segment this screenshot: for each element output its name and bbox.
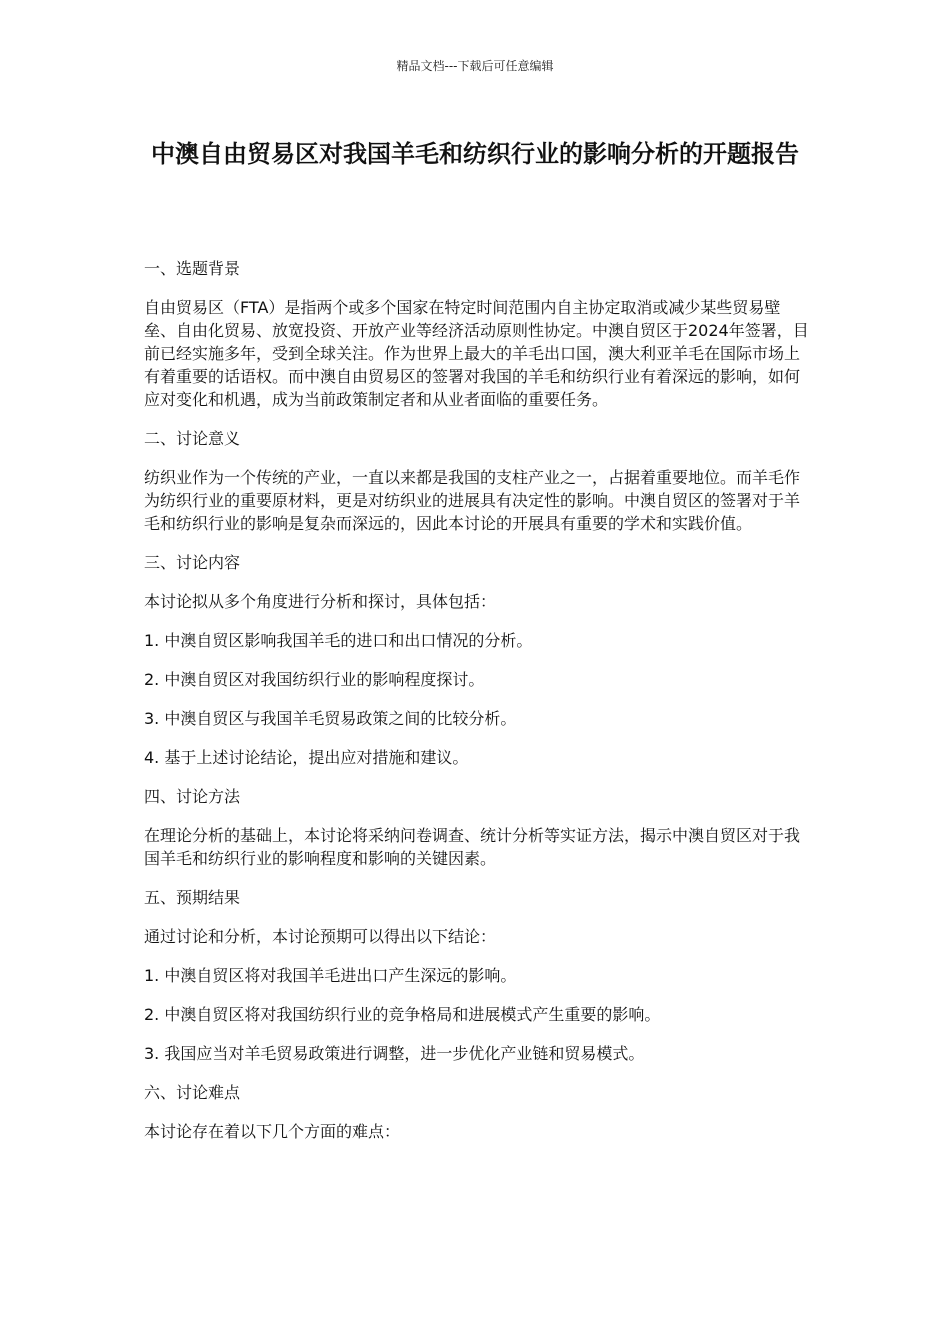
section-heading-background: 一、选题背景 [144,259,241,278]
results-intro: 通过讨论和分析，本讨论预期可以得出以下结论： [144,927,497,946]
results-list-item-3: 3. 我国应当对羊毛贸易政策进行调整，进一步优化产业链和贸易模式。 [144,1044,645,1063]
background-paragraph: 自由贸易区（FTA）是指两个或多个国家在特定时间范围内自主协定取消或减少某些贸易壁垒、自由化贸易、放宽投资、开放产业等经济活动原则性协定。中澳自贸区于2024年签署，目前已经实施多年，受到全球关注。作为世界上最大的羊毛出口国，澳大利亚羊毛在国际市场上有着重要的话语权。而中澳自由贸易区的签署对我国的羊毛和纺织行业有着深远的影响，如何应对变化和机遇，成为当前政策制定者和从业者面临的重要任务。 [144,298,809,409]
significance-paragraph: 纺织业作为一个传统的产业，一直以来都是我国的支柱产业之一，占据着重要地位。而羊毛作为纺织行业的重要原材料，更是对纺织业的进展具有决定性的影响。中澳自贸区的签署对于羊毛和纺织行业的影响是复杂而深远的，因此本讨论的开展具有重要的学术和实践价值。 [144,468,801,533]
section-heading-content: 三、讨论内容 [144,553,241,572]
section-heading-method: 四、讨论方法 [144,787,241,806]
difficulties-intro: 本讨论存在着以下几个方面的难点： [144,1122,401,1141]
header-note: 精品文档---下载后可任意编辑 [396,59,554,73]
section-heading-significance: 二、讨论意义 [144,429,241,448]
section-heading-difficulties: 六、讨论难点 [144,1083,241,1102]
content-list-item-4: 4. 基于上述讨论结论，提出应对措施和建议。 [144,748,469,767]
content-intro: 本讨论拟从多个角度进行分析和探讨，具体包括： [144,592,497,611]
document-body [144,257,812,1159]
results-list-item-1: 1. 中澳自贸区将对我国羊毛进出口产生深远的影响。 [144,966,517,985]
results-list-item-2: 2. 中澳自贸区将对我国纺织行业的竞争格局和进展模式产生重要的影响。 [144,1005,661,1024]
method-paragraph: 在理论分析的基础上，本讨论将采纳问卷调查、统计分析等实证方法，揭示中澳自贸区对于我国羊毛和纺织行业的影响程度和影响的关键因素。 [144,826,801,868]
content-list-item-2: 2. 中澳自贸区对我国纺织行业的影响程度探讨。 [144,670,485,689]
content-list-item-3: 3. 中澳自贸区与我国羊毛贸易政策之间的比较分析。 [144,709,517,728]
content-list-item-1: 1. 中澳自贸区影响我国羊毛的进口和出口情况的分析。 [144,631,533,650]
document-title: 中澳自由贸易区对我国羊毛和纺织行业的影响分析的开题报告 [151,140,799,168]
section-heading-expected-results: 五、预期结果 [144,888,241,907]
